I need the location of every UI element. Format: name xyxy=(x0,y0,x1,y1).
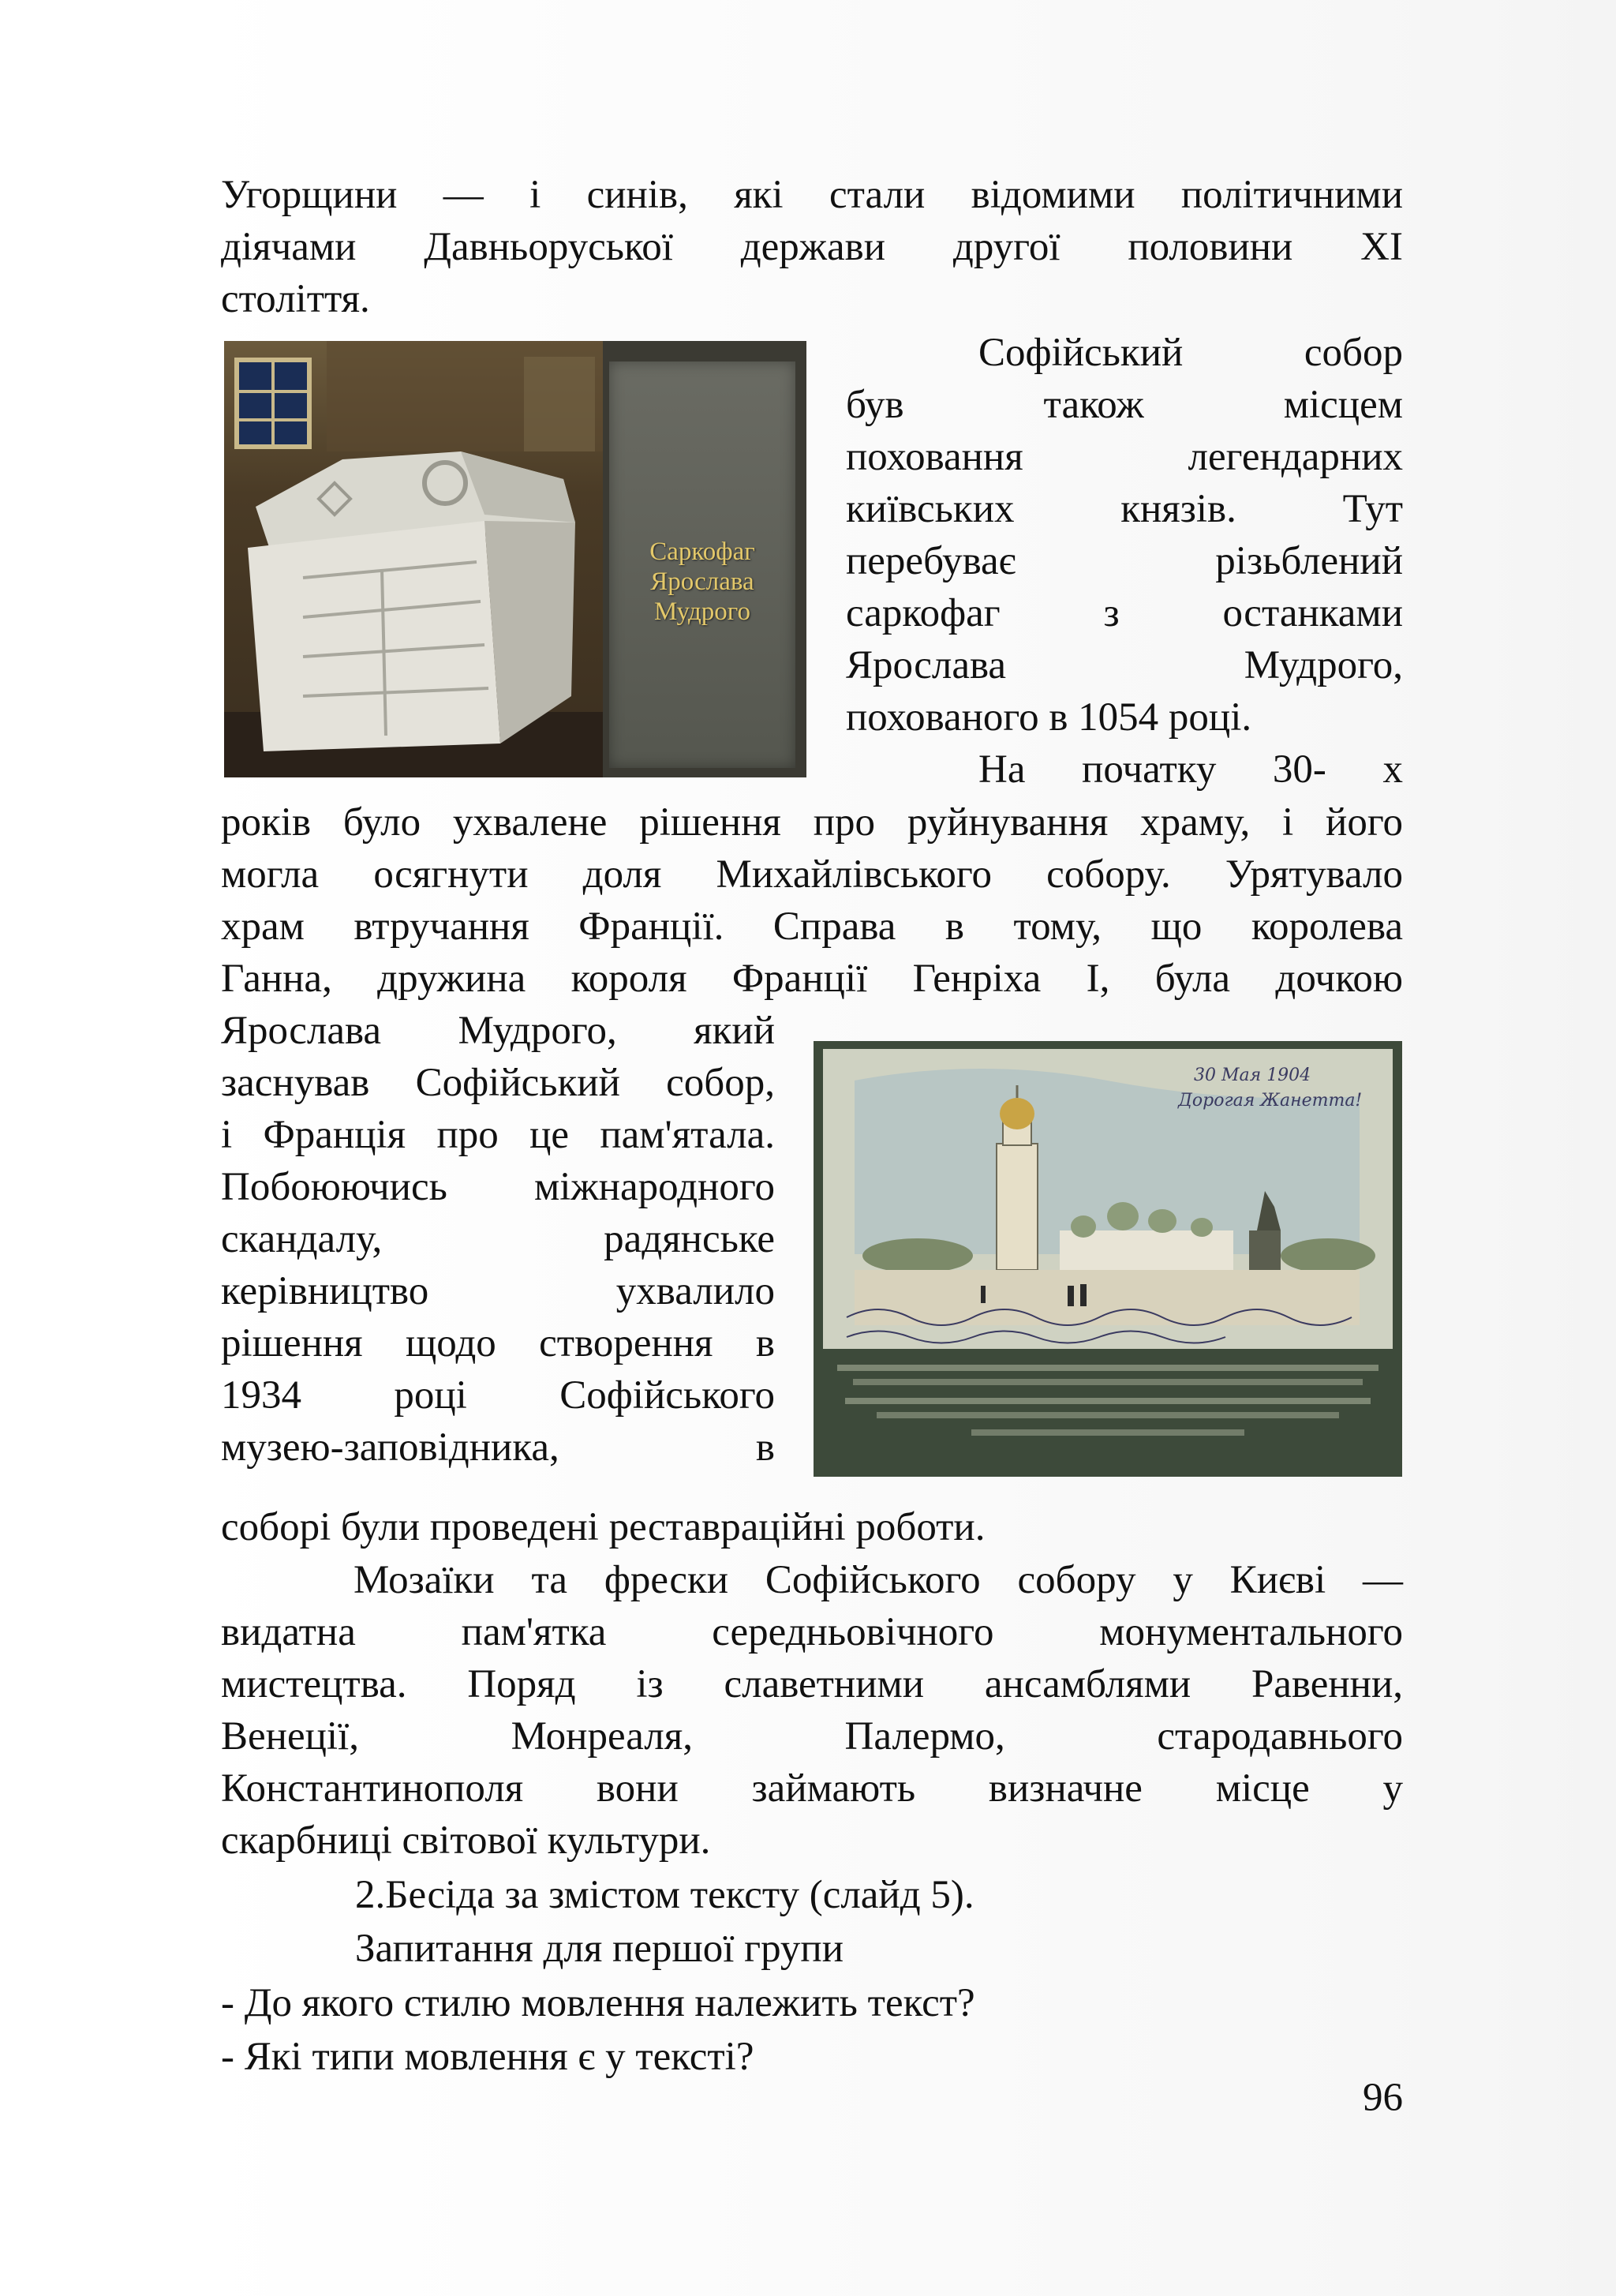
text-line: скандалу, радянське xyxy=(221,1217,775,1261)
text-line: київських князів. Тут xyxy=(846,487,1403,531)
text-line: Запитання для першої групи xyxy=(355,1927,844,1971)
text-line: поховання легендарних xyxy=(846,435,1403,479)
text-line: музею-заповідника, в xyxy=(221,1425,775,1470)
text-line: керівництво ухвалило xyxy=(221,1269,775,1313)
text-line: і Франція про це пам'ятала. xyxy=(221,1113,775,1157)
text-line: Ярослава Мудрого, який xyxy=(221,1009,775,1053)
handwriting-date: 30 Мая 1904 xyxy=(1194,1066,1311,1085)
text-line: соборі були проведені реставраційні роботи. xyxy=(221,1505,986,1549)
text-line: Ярослава Мудрого, xyxy=(846,643,1403,687)
text-line: Софійський собор xyxy=(978,331,1403,375)
sarcophagus-figure xyxy=(224,341,806,777)
text-line: саркофаг з останками xyxy=(846,591,1403,635)
postcard-image xyxy=(823,1049,1393,1349)
text-line: 1934 році Софійського xyxy=(221,1373,775,1418)
text-line: років було ухвалене рішення про руйнування храму, і його xyxy=(221,800,1403,845)
figure-caption xyxy=(609,537,795,627)
caption-line: Ярослава xyxy=(650,567,754,596)
text-line: видатна пам'ятка середньовічного монументального xyxy=(221,1610,1403,1654)
text-line: рішення щодо створення в xyxy=(221,1321,775,1365)
text-line: заснував Софійський собор, xyxy=(221,1061,775,1105)
text-line: похованого в 1054 році. xyxy=(846,695,1252,740)
text-line: Угорщини — і синів, які стали відомими політичними xyxy=(221,173,1403,217)
text-line: - До якого стилю мовлення належить текст? xyxy=(221,1981,975,2025)
text-line: перебуває різьблений xyxy=(846,539,1403,583)
text-line: був також місцем xyxy=(846,383,1403,427)
caption-line: Саркофаг xyxy=(649,537,755,566)
text-line: - Які типи мовлення є у тексті? xyxy=(221,2035,754,2079)
page-number: 96 xyxy=(1363,2076,1403,2120)
text-line: Ганна, дружина короля Франції Генріха I, була дочкою xyxy=(221,957,1403,1001)
sarcophagus-photo xyxy=(224,341,603,777)
text-line: храм втручання Франції. Справа в тому, що королева xyxy=(221,905,1403,949)
text-line: Венеції, Монреаля, Палермо, стародавнього xyxy=(221,1714,1403,1759)
text-line: Мозаїки та фрески Софійського собору у Києві — xyxy=(354,1558,1403,1602)
text-line: На початку 30- х xyxy=(978,747,1403,792)
text-line: Побоюючись міжнародного xyxy=(221,1165,775,1209)
text-line: Константинополя вони займають визначне місце у xyxy=(221,1766,1403,1811)
postcard-figure xyxy=(814,1041,1402,1477)
text-line: могла осягнути доля Михайлівського собору. Урятувало xyxy=(221,852,1403,897)
handwriting-greeting: Дорогая Жанетта! xyxy=(1178,1091,1363,1111)
text-line: діячами Давньоруської держави другої половини XI xyxy=(221,225,1403,269)
caption-panel xyxy=(609,361,795,768)
text-line: скарбниці світової культури. xyxy=(221,1818,711,1863)
caption-line: Мудрого xyxy=(654,597,750,626)
text-line: мистецтва. Поряд із славетними ансамблями Равенни, xyxy=(221,1662,1403,1706)
text-line: століття. xyxy=(221,277,370,321)
postcard-note xyxy=(829,1357,1386,1464)
text-line: 2.Бесіда за змістом тексту (слайд 5). xyxy=(355,1873,974,1917)
